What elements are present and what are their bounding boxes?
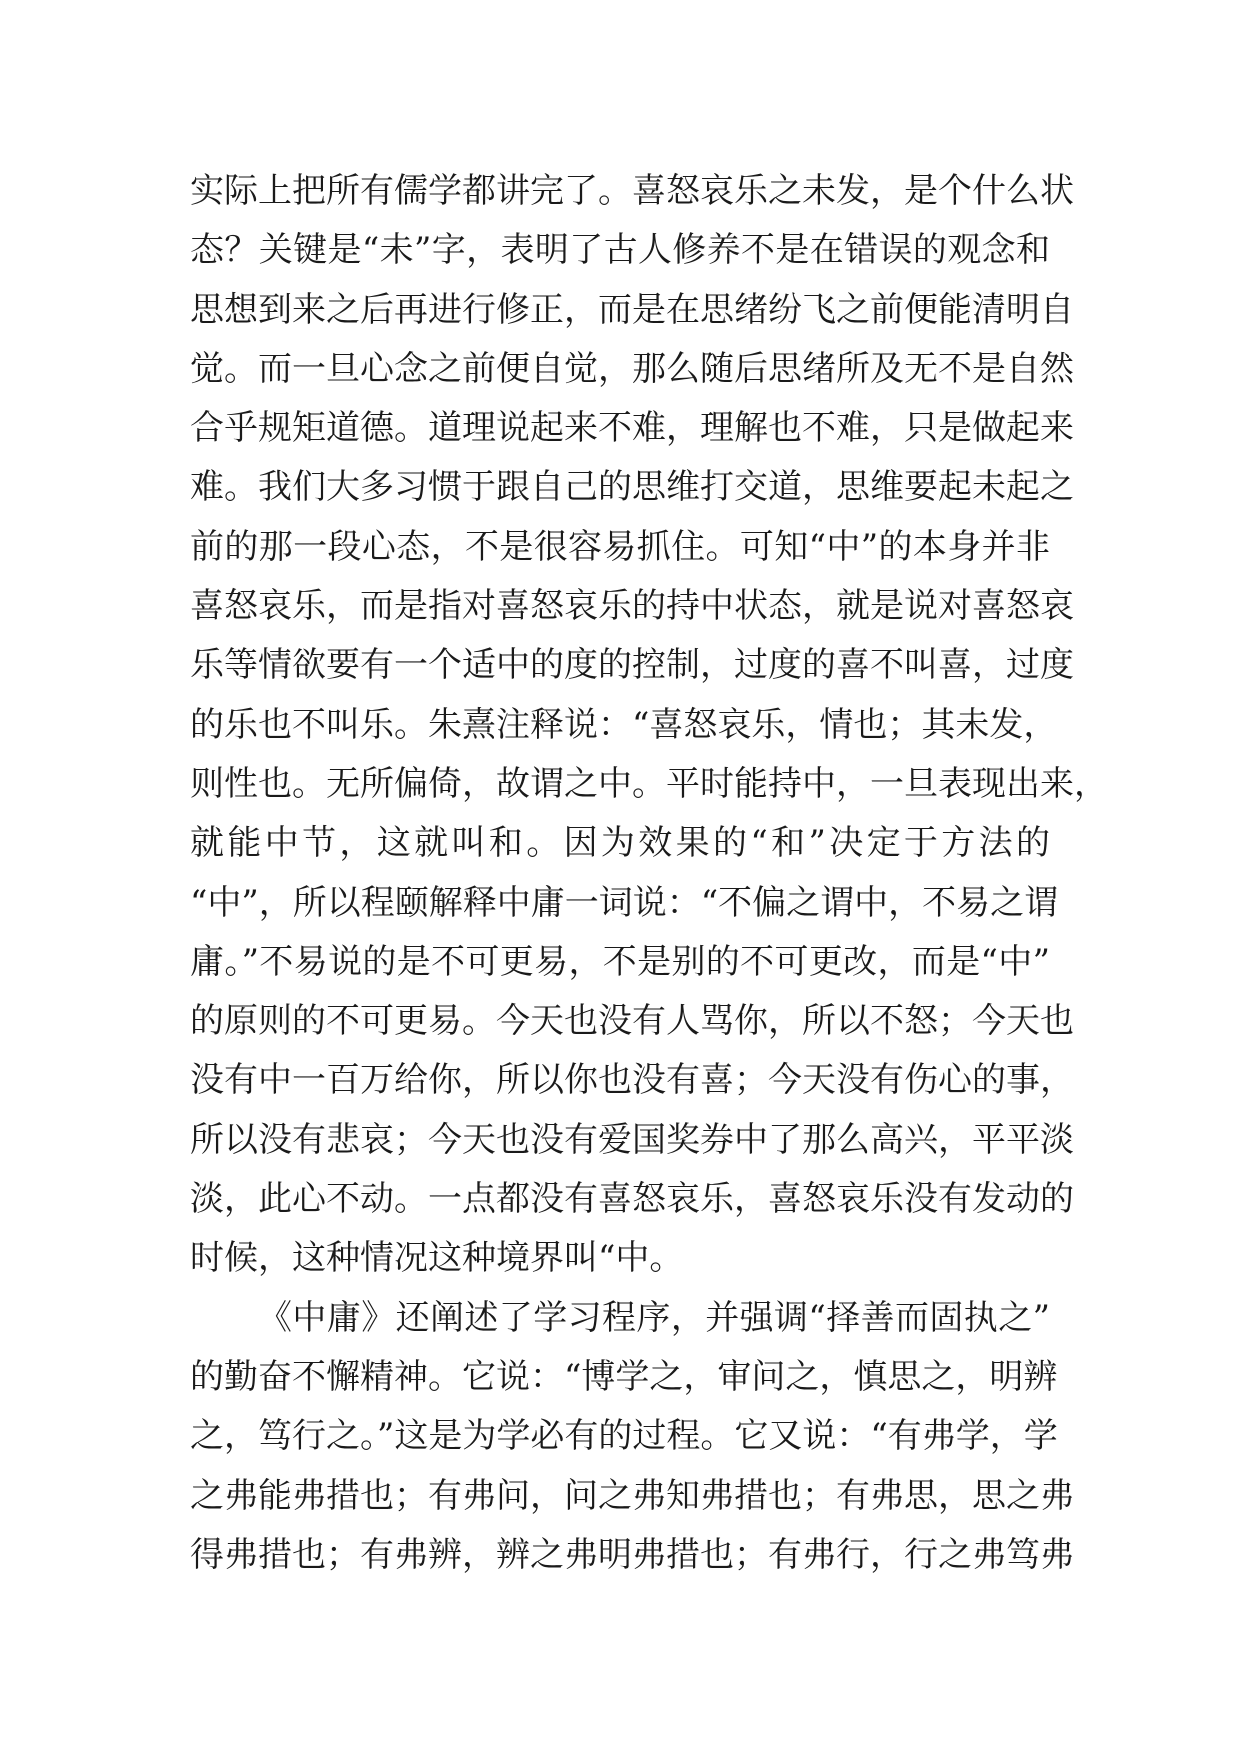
text-line: 乐等情欲要有一个适中的度的控制，过度的喜不叫喜，过度: [190, 645, 1074, 686]
text-line: 没有中一百万给你，所以你也没有喜；今天没有伤心的事，: [190, 1060, 1074, 1101]
text-line: 思想到来之后再进行修正，而是在思绪纷飞之前便能清明自: [190, 289, 1074, 330]
text-line: “中”，所以程颐解释中庸一词说：“不偏之谓中，不易之谓: [190, 882, 1059, 923]
text-line: 则性也。无所偏倚，故谓之中。平时能持中，一旦表现出来，: [190, 763, 1108, 804]
body-text: [190, 162, 1108, 1585]
text-line: 之弗能弗措也；有弗问，问之弗知弗措也；有弗思，思之弗: [190, 1475, 1074, 1516]
text-line: 觉。而一旦心念之前便自觉，那么随后思绪所及无不是自然: [190, 348, 1074, 389]
text-line: 的乐也不叫乐。朱熹注释说：“喜怒哀乐，情也；其未发，: [190, 704, 1058, 745]
text-line: 的原则的不可更易。今天也没有人骂你，所以不怒；今天也: [190, 1001, 1074, 1042]
text-line-paragraph-start: 《中庸》还阐述了学习程序，并强调“择善而固执之”: [258, 1297, 1050, 1338]
text-line: 就能中节，这就叫和。因为效果的“和”决定于方法的: [190, 823, 1050, 864]
text-line: 所以没有悲哀；今天也没有爱国奖券中了那么高兴，平平淡: [190, 1119, 1074, 1160]
text-line: 难。我们大多习惯于跟自己的思维打交道，思维要起未起之: [190, 467, 1074, 508]
text-line: 庸。”不易说的是不可更易，不是别的不可更改，而是“中”: [190, 941, 1050, 982]
text-line: 实际上把所有儒学都讲完了。喜怒哀乐之未发，是个什么状: [190, 171, 1074, 211]
text-line: 合乎规矩道德。道理说起来不难，理解也不难，只是做起来: [190, 408, 1074, 449]
text-line: 喜怒哀乐，而是指对喜怒哀乐的持中状态，就是说对喜怒哀: [190, 586, 1074, 627]
text-line: 的勤奋不懈精神。它说：“博学之，审问之，慎思之，明辨: [190, 1356, 1058, 1397]
text-line: 得弗措也；有弗辨，辨之弗明弗措也；有弗行，行之弗笃弗: [190, 1534, 1074, 1575]
text-line: 时候，这种情况这种境界叫“中。: [190, 1238, 684, 1279]
text-line: 态？关键是“未”字，表明了古人修养不是在错误的观念和: [190, 230, 1050, 271]
text-line: 淡，此心不动。一点都没有喜怒哀乐，喜怒哀乐没有发动的: [190, 1179, 1074, 1220]
text-line: 之，笃行之。”这是为学必有的过程。它又说：“有弗学，学: [190, 1416, 1058, 1457]
text-line: 前的那一段心态，不是很容易抓住。可知“中”的本身并非: [190, 526, 1050, 567]
